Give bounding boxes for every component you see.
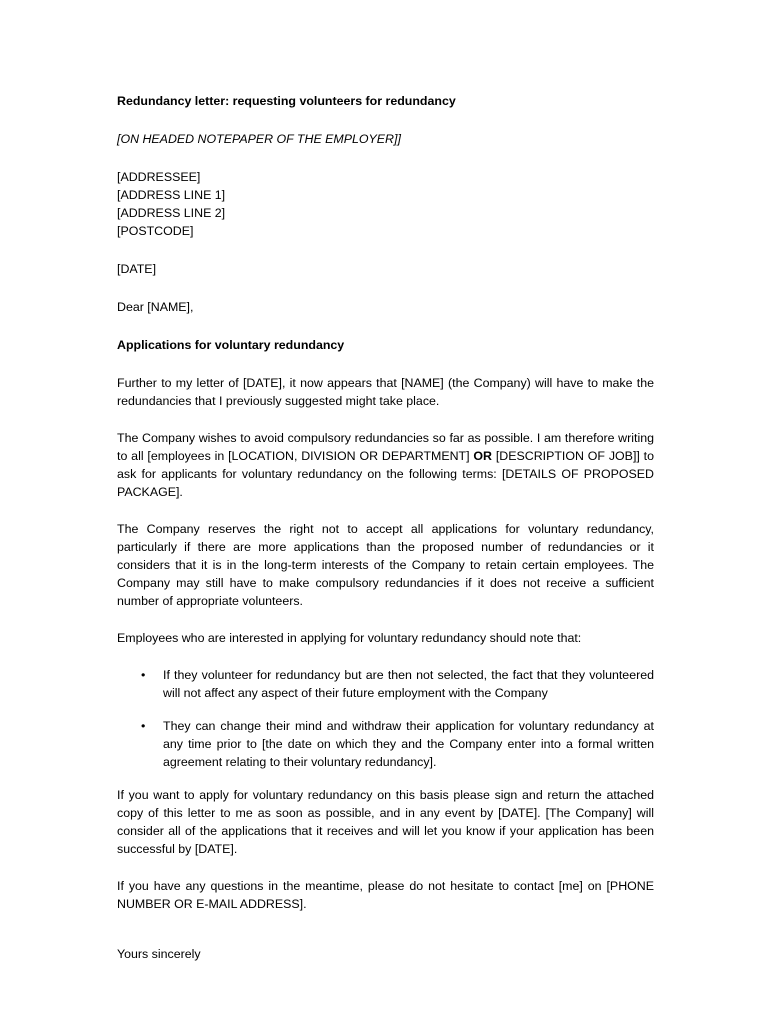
signoff: Yours sincerely [117, 947, 201, 961]
address-block [117, 168, 654, 240]
bullet-list [117, 666, 654, 771]
address-line-1: [ADDRESS LINE 1] [117, 188, 226, 202]
paragraph-avoid-compulsory [117, 429, 654, 501]
postcode-line: [POSTCODE] [117, 224, 194, 238]
paragraph-avoid-text-before: The Company wishes to avoid compulsory redundancies so far as possible. I am therefore writing to all [employees in [LOCATION, DIVISION OR DEPARTMENT] [117, 431, 654, 463]
bullet-text: If they volunteer for redundancy but are then not selected, the fact that they volunteered will not affect any aspect of their future employment with the Company [163, 668, 654, 700]
bullet-text: They can change their mind and withdraw their application for voluntary redundancy at any time prior to [the date on which they and the Company enter into a formal written agreement relating to their voluntary redundancy]. [163, 719, 654, 769]
bullet-item-withdraw [117, 717, 654, 771]
paragraph-reserves-right: The Company reserves the right not to accept all applications for voluntary redundancy, particularly if there are more applications than the proposed number of redundancies or it considers that it is in the long-term interests of the Company to retain certain employees. The Company may still have to make compulsory redundancies if it does not receive a sufficient number of appropriate volunteers. [117, 522, 654, 608]
letter-page [117, 92, 654, 963]
bullet-icon: • [141, 668, 146, 682]
paragraph-note-intro: Employees who are interested in applying for voluntary redundancy should note that: [117, 631, 582, 645]
bullet-item-not-selected [117, 666, 654, 702]
salutation: Dear [NAME], [117, 300, 194, 314]
address-line-2: [ADDRESS LINE 2] [117, 206, 226, 220]
bullet-icon: • [141, 719, 146, 733]
paragraph-intro: Further to my letter of [DATE], it now appears that [NAME] (the Company) will have to make the redundancies that I previously suggested might take place. [117, 376, 654, 408]
paragraph-how-to-apply: If you want to apply for voluntary redundancy on this basis please sign and return the attached copy of this letter to me as soon as possible, and in any event by [DATE]. [The Company] will consider all of the applications that it receives and will let you know if your application has been successful by [DATE]. [117, 788, 654, 856]
addressee-line: [ADDRESSEE] [117, 170, 201, 184]
paragraph-avoid-text-after: [DESCRIPTION OF JOB]] to ask for applicants for voluntary redundancy on the following terms: [DETAILS OF PROPOSED PACKAGE]. [117, 449, 655, 499]
notepaper-instruction: [ON HEADED NOTEPAPER OF THE EMPLOYER]] [117, 132, 401, 146]
letter-date: [DATE] [117, 262, 157, 276]
subject-heading: Applications for voluntary redundancy [117, 338, 345, 352]
document-title: Redundancy letter: requesting volunteers for redundancy [117, 94, 456, 108]
paragraph-avoid-or: OR [473, 449, 492, 463]
paragraph-questions: If you have any questions in the meantime, please do not hesitate to contact [me] on [PHONE NUMBER OR E-MAIL ADDRESS]. [117, 879, 654, 911]
